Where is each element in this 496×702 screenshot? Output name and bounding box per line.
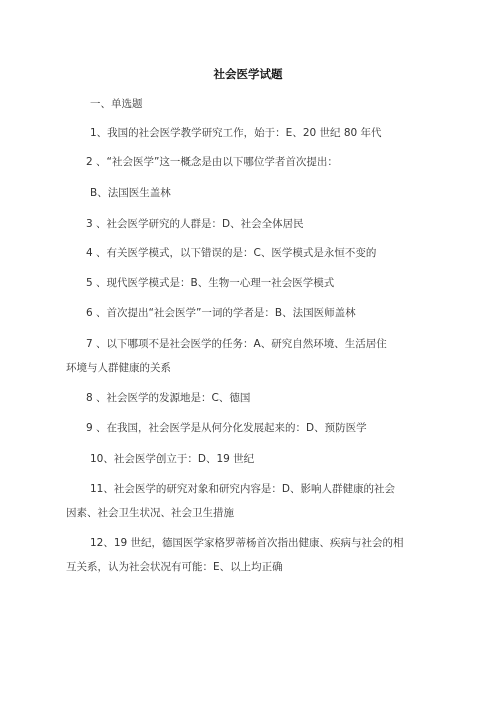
section-heading: 一、单选题 (90, 98, 143, 110)
question-7-continued: 环境与人群健康的关系 (66, 362, 171, 374)
question-8: 8 、社会医学的发源地是：C、德国 (86, 392, 251, 404)
question-12: 12、19 世纪，德国医学家格罗蒂杨首次指出健康、疾病与社会的相 (90, 537, 404, 549)
question-11-continued: 因素、社会卫生状况、社会卫生措施 (66, 507, 234, 519)
question-5: 5 、现代医学模式是：B、生物一心理一社会医学模式 (86, 277, 335, 289)
question-6: 6 、首次提出“社会医学”一词的学者是：B、法国医师盖林 (86, 307, 356, 319)
question-2-answer: B、法国医生盖林 (90, 187, 171, 199)
question-2: 2 、“社会医学”这一概念是由以下哪位学者首次提出： (86, 156, 338, 168)
document-title: 社会医学试题 (213, 67, 283, 81)
question-7: 7 、以下哪项不是社会医学的任务：A、研究自然环境、生活居住 (86, 338, 387, 350)
question-3: 3 、社会医学研究的人群是：D、社会全体居民 (86, 218, 304, 230)
question-1: 1、我国的社会医学教学研究工作，始于：E、20 世纪 80 年代 (90, 127, 382, 139)
question-4: 4 、有关医学模式，以下错误的是：C、医学模式是永恒不变的 (86, 247, 377, 259)
question-12-continued: 互关系，认为社会状况有可能：E、以上均正确 (66, 561, 283, 573)
question-9: 9 、在我国，社会医学是从何分化发展起来的：D、预防医学 (86, 422, 367, 434)
question-11: 11、社会医学的研究对象和研究内容是：D、影响人群健康的社会 (90, 483, 395, 495)
question-10: 10、社会医学创立于：D、19 世纪 (90, 453, 255, 465)
